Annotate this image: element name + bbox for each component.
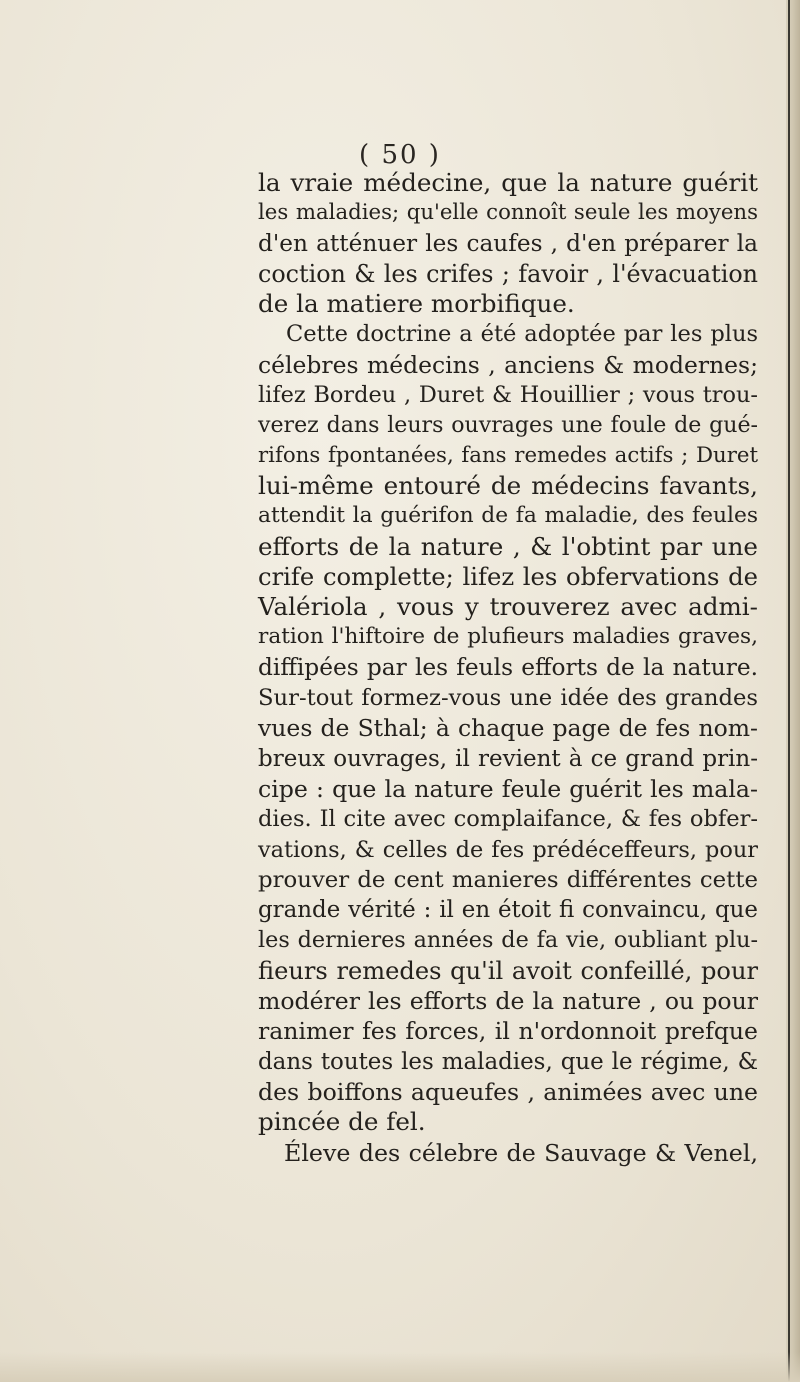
text-line: les maladies; qu'elle connoît seule les moyens bbox=[258, 200, 758, 226]
text-line: Cette doctrine a été adoptée par les plus bbox=[286, 321, 758, 348]
text-line: modérer les efforts de la nature , ou pour bbox=[258, 987, 758, 1016]
text-line: les dernieres années de fa vie, oubliant plu- bbox=[258, 927, 758, 954]
text-line: lifez Bordeu , Duret & Houillier ; vous trou- bbox=[258, 382, 758, 409]
page-bottom-shadow bbox=[0, 1352, 800, 1382]
text-line: fieurs remedes qu'il avoit confeillé, pour bbox=[258, 956, 758, 985]
text-line: attendit la guérifon de fa maladie, des feules bbox=[258, 503, 758, 529]
text-line: ranimer fes forces, il n'ordonnoit prefque bbox=[258, 1017, 758, 1046]
text-line: lui-même entouré de médecins favants, bbox=[258, 470, 758, 500]
text-line: d'en atténuer les caufes , d'en préparer la bbox=[258, 229, 758, 257]
text-line: la vraie médecine, que la nature guérit bbox=[258, 168, 758, 197]
text-line: célebres médecins , anciens & modernes; bbox=[258, 350, 758, 379]
text-line: rifons fpontanées, fans remedes actifs ; Duret bbox=[258, 442, 758, 468]
text-line: verez dans leurs ouvrages une foule de gué- bbox=[258, 412, 758, 439]
text-line: des boiffons aqueufes , animées avec une bbox=[258, 1077, 758, 1106]
page-edge-line bbox=[788, 0, 790, 1382]
text-line: breux ouvrages, il revient à ce grand prin- bbox=[258, 745, 758, 772]
text-line: cipe : que la nature feule guérit les mala- bbox=[258, 774, 758, 803]
text-line: prouver de cent manieres différentes cette bbox=[258, 866, 758, 893]
text-line: vues de Sthal; à chaque page de fes nom- bbox=[258, 714, 758, 743]
text-line: pincée de fel. bbox=[258, 1107, 426, 1137]
page-number: ( 50 ) bbox=[359, 140, 441, 170]
text-line: vations, & celles de fes prédéceffeurs, pour bbox=[258, 836, 758, 863]
text-line: diffipées par les feuls efforts de la nature. bbox=[258, 653, 758, 681]
text-line: coction & les crifes ; favoir , l'évacuation bbox=[258, 259, 758, 288]
text-line: dies. Il cite avec complaifance, & fes obfer- bbox=[258, 806, 758, 833]
text-line: Sur-tout formez-vous une idée des grandes bbox=[258, 685, 758, 712]
text-line: crife complette; lifez les obfervations de bbox=[258, 561, 758, 591]
text-line: ration l'hiftoire de plufieurs maladies graves, bbox=[258, 624, 758, 650]
text-line: efforts de la nature , & l'obtint par une bbox=[258, 531, 758, 561]
text-line: Valériola , vous y trouverez avec admi- bbox=[258, 592, 758, 622]
text-line: dans toutes les maladies, que le régime, & bbox=[258, 1048, 758, 1075]
text-line: grande vérité : il en étoit fi convaincu, que bbox=[258, 897, 758, 924]
text-line: de la matiere morbifique. bbox=[258, 289, 575, 319]
text-line: Éleve des célebre de Sauvage & Venel, bbox=[284, 1138, 758, 1167]
body-text bbox=[258, 168, 758, 1168]
